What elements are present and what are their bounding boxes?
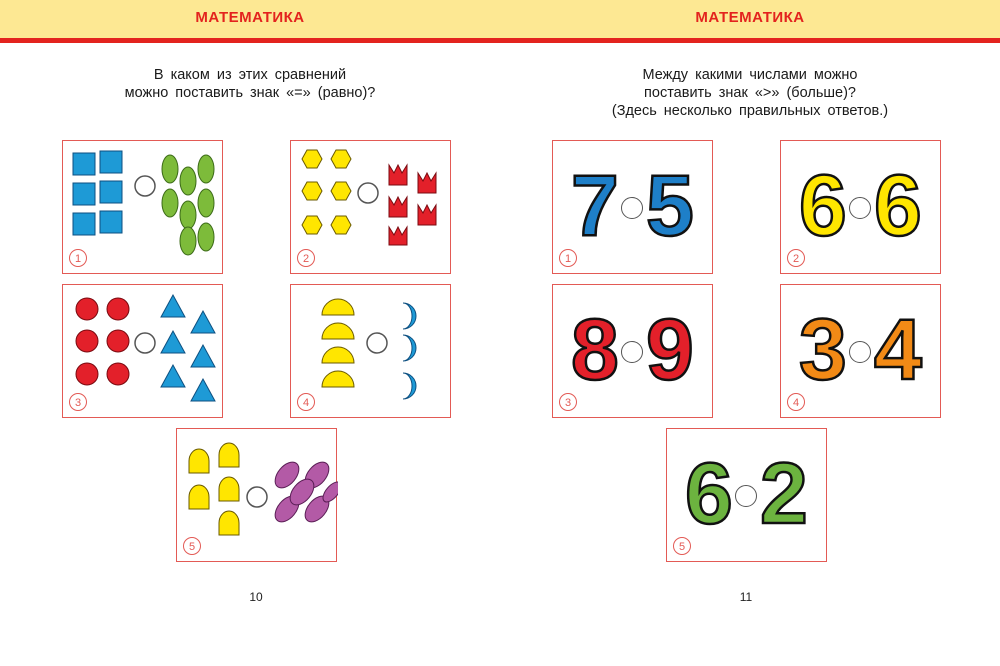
triangle-shape	[191, 379, 215, 401]
subject-title: МАТЕМАТИКА	[695, 9, 805, 26]
bell-shape	[189, 449, 209, 473]
triangle-shape	[161, 331, 185, 353]
circle-shape	[107, 298, 129, 320]
number-card-5[interactable]	[666, 428, 827, 562]
hexagon-shape	[302, 150, 322, 168]
left-digit: 6	[685, 446, 733, 542]
card-1-figures	[63, 141, 224, 275]
card-number: 1	[69, 249, 87, 267]
question-line: можно поставить знак «=» (равно)?	[124, 85, 376, 101]
compare-circle	[247, 487, 267, 507]
circle-shape	[76, 363, 98, 385]
triangle-shape	[161, 295, 185, 317]
crescent-shape	[403, 303, 416, 329]
triangle-shape	[191, 345, 215, 367]
left-digit: 3	[799, 302, 847, 398]
circle-shape	[76, 298, 98, 320]
circle-shape	[107, 330, 129, 352]
card-number: 4	[787, 393, 805, 411]
half-circle-shape	[322, 371, 354, 387]
crown-shape	[389, 197, 407, 217]
crescent-shape	[403, 335, 416, 361]
card-number: 5	[673, 537, 691, 555]
half-circle-shape	[322, 323, 354, 339]
hexagon-shape	[331, 150, 351, 168]
right-digit: 5	[646, 158, 694, 254]
page-number: 10	[249, 590, 263, 604]
triangle-shape	[161, 365, 185, 387]
crown-shape	[389, 227, 407, 245]
compare-circle	[358, 183, 378, 203]
comparison-card-4[interactable]	[290, 284, 451, 418]
question-text	[500, 66, 1000, 120]
bell-shape	[219, 443, 239, 467]
oval-shape	[162, 189, 178, 217]
comparison-card-1[interactable]	[62, 140, 223, 274]
comparison-card-5[interactable]	[176, 428, 337, 562]
compare-circle	[621, 341, 643, 363]
compare-circle	[735, 485, 757, 507]
square-shape	[73, 183, 95, 205]
crescent-shape	[403, 373, 416, 399]
card-number: 2	[297, 249, 315, 267]
left-digit: 8	[571, 302, 619, 398]
right-digit: 4	[874, 302, 922, 398]
compare-circle	[621, 197, 643, 219]
hexagon-shape	[331, 216, 351, 234]
triangle-shape	[191, 311, 215, 333]
square-shape	[100, 151, 122, 173]
left-digit: 6	[799, 158, 847, 254]
hexagon-shape	[302, 216, 322, 234]
crown-shape	[389, 165, 407, 185]
compare-circle	[367, 333, 387, 353]
question-line: Между какими числами можно	[642, 67, 858, 83]
oval-shape	[198, 189, 214, 217]
card-number: 5	[183, 537, 201, 555]
oval-shape	[180, 227, 196, 255]
compare-circle	[135, 333, 155, 353]
bell-shape	[189, 485, 209, 509]
crown-shape	[418, 173, 436, 193]
half-circle-shape	[322, 347, 354, 363]
number-card-2[interactable]	[780, 140, 941, 274]
question-line: В каком из этих сравнений	[153, 67, 347, 83]
oval-shape	[180, 167, 196, 195]
card-number: 3	[559, 393, 577, 411]
right-digit: 2	[760, 446, 808, 542]
right-page	[500, 0, 1000, 666]
right-digit: 9	[646, 302, 694, 398]
card-number: 2	[787, 249, 805, 267]
square-shape	[73, 213, 95, 235]
right-digit: 6	[874, 158, 922, 254]
number-card-3[interactable]	[552, 284, 713, 418]
oval-shape	[198, 155, 214, 183]
card-4-figures	[291, 285, 452, 419]
crown-shape	[418, 205, 436, 225]
compare-circle	[849, 341, 871, 363]
number-card-1[interactable]	[552, 140, 713, 274]
card-number: 3	[69, 393, 87, 411]
square-shape	[73, 153, 95, 175]
comparison-card-2[interactable]	[290, 140, 451, 274]
oval-shape	[198, 223, 214, 251]
circle-shape	[76, 330, 98, 352]
card-2-figures	[291, 141, 452, 275]
subject-title: МАТЕМАТИКА	[195, 9, 305, 26]
number-card-4[interactable]	[780, 284, 941, 418]
question-text	[0, 66, 500, 102]
card-5-figures	[177, 429, 338, 563]
square-shape	[100, 181, 122, 203]
hexagon-shape	[302, 182, 322, 200]
left-digit: 7	[571, 158, 619, 254]
card-number: 1	[559, 249, 577, 267]
circle-shape	[107, 363, 129, 385]
hexagon-shape	[331, 182, 351, 200]
bell-shape	[219, 477, 239, 501]
compare-circle	[135, 176, 155, 196]
page-number: 11	[739, 590, 753, 604]
oval-shape	[162, 155, 178, 183]
half-circle-shape	[322, 299, 354, 315]
question-line: (Здесь несколько правильных ответов.)	[611, 103, 889, 119]
question-line: поставить знак «>» (больше)?	[644, 85, 856, 101]
bell-shape	[219, 511, 239, 535]
oval-shape	[180, 201, 196, 229]
comparison-card-3[interactable]	[62, 284, 223, 418]
card-3-figures	[63, 285, 224, 419]
card-number: 4	[297, 393, 315, 411]
header-stripe	[500, 38, 1000, 43]
square-shape	[100, 211, 122, 233]
header-stripe	[0, 38, 500, 43]
compare-circle	[849, 197, 871, 219]
